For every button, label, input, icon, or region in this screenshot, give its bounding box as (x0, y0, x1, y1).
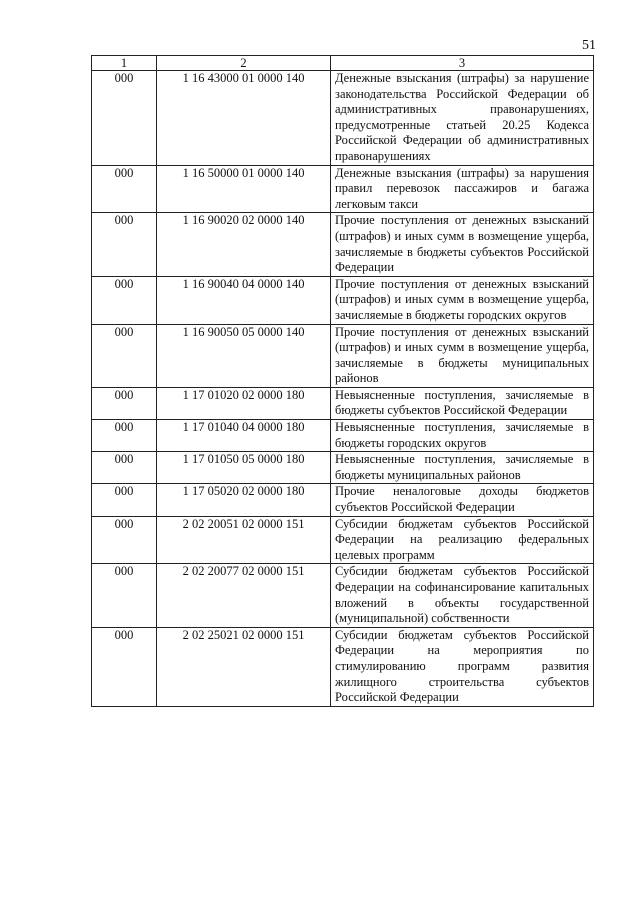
income-name-cell: Невыясненные поступления, зачисляемые в бюджеты субъектов Российской Федерации (331, 387, 594, 419)
table-row (92, 516, 594, 564)
budget-code-cell: 1 16 90020 02 0000 140 (157, 213, 331, 276)
income-name-cell: Денежные взыскания (штрафы) за нарушения правил перевозок пассажиров и багажа легковым такси (331, 165, 594, 213)
income-name-cell: Денежные взыскания (штрафы) за нарушение законодательства Российской Федерации об административных правонарушениях, предусмотренные статьей 20.25 Кодекса Российской Федерации об административных правонарушениях (331, 71, 594, 166)
page-number: 51 (582, 38, 596, 53)
admin-code-cell: 000 (92, 452, 157, 484)
income-name-cell: Прочие поступления от денежных взысканий (штрафов) и иных сумм в возмещение ущерба, зачисляемые в бюджеты муниципальных районов (331, 324, 594, 387)
budget-code-cell: 2 02 20077 02 0000 151 (157, 564, 331, 627)
admin-code-cell: 000 (92, 420, 157, 452)
budget-code-cell: 2 02 25021 02 0000 151 (157, 627, 331, 706)
budget-code-cell: 1 16 50000 01 0000 140 (157, 165, 331, 213)
admin-code-cell: 000 (92, 165, 157, 213)
income-name-cell: Невыясненные поступления, зачисляемые в бюджеты городских округов (331, 420, 594, 452)
admin-code-cell: 000 (92, 627, 157, 706)
budget-code-cell: 1 16 90050 05 0000 140 (157, 324, 331, 387)
table-row (92, 324, 594, 387)
income-name-cell: Прочие неналоговые доходы бюджетов субъектов Российской Федерации (331, 484, 594, 516)
column-header-3: 3 (331, 56, 594, 71)
income-name-cell: Прочие поступления от денежных взысканий (штрафов) и иных сумм в возмещение ущерба, зачисляемые в бюджеты городских округов (331, 276, 594, 324)
budget-code-cell: 1 16 43000 01 0000 140 (157, 71, 331, 166)
budget-code-cell: 2 02 20051 02 0000 151 (157, 516, 331, 564)
budget-code-cell: 1 17 01020 02 0000 180 (157, 387, 331, 419)
table-header-row (92, 56, 594, 71)
admin-code-cell: 000 (92, 324, 157, 387)
admin-code-cell: 000 (92, 516, 157, 564)
table-row (92, 387, 594, 419)
income-name-cell: Субсидии бюджетам субъектов Российской Федерации на мероприятия по стимулированию программ развития жилищного строительства субъектов Российской Федерации (331, 627, 594, 706)
table-row (92, 564, 594, 627)
admin-code-cell: 000 (92, 564, 157, 627)
table-row (92, 213, 594, 276)
table-row (92, 71, 594, 166)
admin-code-cell: 000 (92, 276, 157, 324)
column-header-1: 1 (92, 56, 157, 71)
table-row (92, 276, 594, 324)
admin-code-cell: 000 (92, 71, 157, 166)
budget-code-cell: 1 17 01040 04 0000 180 (157, 420, 331, 452)
admin-code-cell: 000 (92, 484, 157, 516)
income-name-cell: Невыясненные поступления, зачисляемые в бюджеты муниципальных районов (331, 452, 594, 484)
column-header-2: 2 (157, 56, 331, 71)
income-name-cell: Прочие поступления от денежных взысканий (штрафов) и иных сумм в возмещение ущерба, зачисляемые в бюджеты субъектов Российской Федерации (331, 213, 594, 276)
table-row (92, 452, 594, 484)
budget-codes-table (91, 55, 594, 707)
table-row (92, 165, 594, 213)
table-row (92, 484, 594, 516)
admin-code-cell: 000 (92, 213, 157, 276)
budget-code-cell: 1 16 90040 04 0000 140 (157, 276, 331, 324)
income-name-cell: Субсидии бюджетам субъектов Российской Федерации на реализацию федеральных целевых программ (331, 516, 594, 564)
income-name-cell: Субсидии бюджетам субъектов Российской Федерации на софинансирование капитальных вложений в объекты государственной (муниципальной) собственности (331, 564, 594, 627)
table-row (92, 420, 594, 452)
admin-code-cell: 000 (92, 387, 157, 419)
budget-code-cell: 1 17 01050 05 0000 180 (157, 452, 331, 484)
table-row (92, 627, 594, 706)
budget-code-cell: 1 17 05020 02 0000 180 (157, 484, 331, 516)
